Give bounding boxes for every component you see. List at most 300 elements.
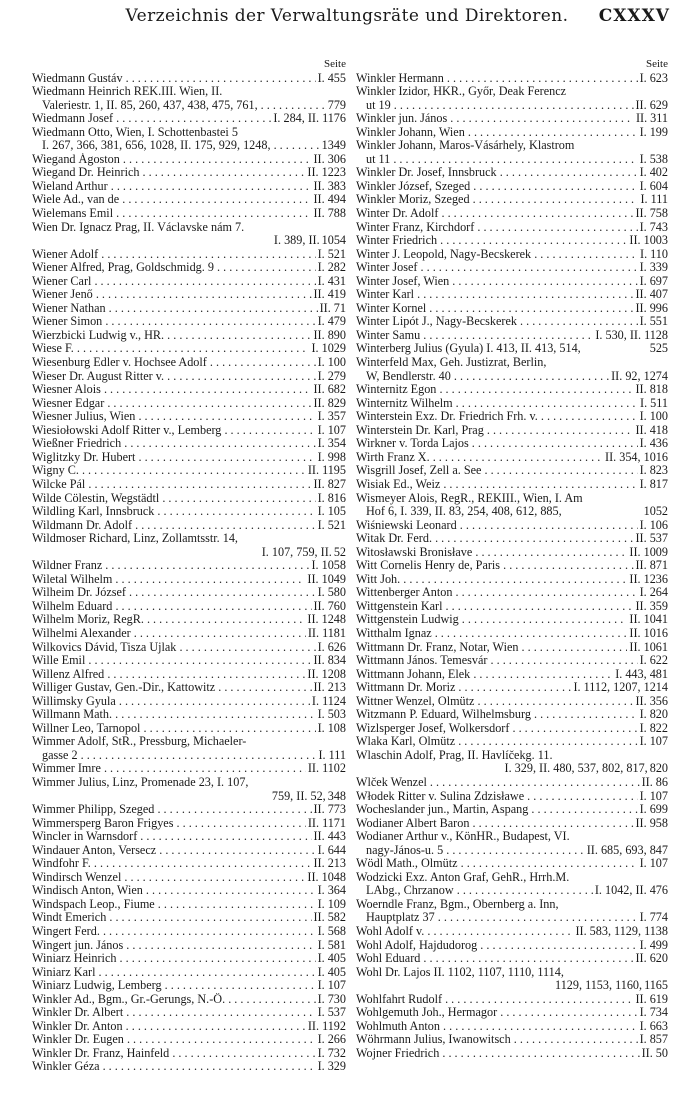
entry-name: Wizlsperger Josef, Wolkersdorf . . . — [356, 722, 638, 736]
entry-pages: II. 1195 — [307, 463, 346, 478]
entry-name: I. 267, 366, 381, 656, 1028, II. 175, 929, 1248, . . . — [32, 139, 320, 153]
index-entry — [356, 248, 668, 262]
index-entry — [356, 410, 668, 424]
entry-name: Wilhelm Eduard . . . — [32, 600, 312, 614]
index-entry — [32, 221, 346, 235]
index-entry — [32, 342, 346, 356]
index-entry — [32, 478, 346, 492]
index-entry — [356, 600, 668, 614]
entry-pages: II. 619 — [635, 991, 668, 1006]
entry-pages: I. 503 — [317, 707, 346, 722]
entry-name: Windt Emerich . . . — [32, 911, 312, 925]
entry-pages: I. 199 — [639, 124, 668, 139]
entry-pages: II. 419 — [313, 287, 346, 302]
entry-name: Wiesner Julius, Wien . . . — [32, 410, 316, 424]
entry-name: Wiener Jenő . . . — [32, 288, 312, 302]
entry-name: Winiarz Ludwig, Lemberg . . . — [32, 979, 316, 993]
entry-name: Wiegand Dr. Heinrich . . . — [32, 166, 305, 180]
entry-pages — [344, 776, 346, 790]
entry-pages: I. 530, II. 1128 — [595, 327, 668, 342]
entry-pages: I. 1058 — [311, 558, 346, 573]
index-entry — [356, 939, 668, 953]
entry-pages: II. 583, 1129, 1138 — [575, 924, 668, 938]
entry-pages — [666, 492, 668, 506]
index-entry — [32, 424, 346, 438]
entry-name: Wittgenstein Karl . . . — [356, 600, 634, 614]
entry-name: Wincler in Warnsdorf . . . — [32, 830, 312, 844]
entry-name: Wilhelmi Alexander . . . — [32, 627, 306, 641]
entry-name: Wimmer Philipp, Szeged . . . — [32, 803, 312, 817]
entry-pages: I. 521 — [317, 246, 346, 261]
entry-pages: II. 1208 — [307, 666, 346, 681]
index-entry — [356, 451, 668, 465]
entry-name: Wirkner v. Torda Lajos . . . — [356, 437, 638, 451]
entry-name: Wlček Wenzel . . . — [356, 776, 640, 790]
index-entry — [32, 641, 346, 655]
entry-pages: I. 431 — [317, 273, 346, 288]
entry-pages: II. 582 — [313, 910, 346, 925]
index-entry — [32, 275, 346, 289]
index-entry — [32, 153, 346, 167]
entry-name: 759, II. 52, — [271, 789, 326, 803]
index-entry — [356, 546, 668, 560]
entry-pages: II. 773 — [313, 802, 346, 817]
index-entry — [32, 1006, 346, 1020]
entry-pages: II. 494 — [313, 192, 346, 207]
entry-pages: I. 106 — [639, 517, 668, 532]
entry-name: Wohl Dr. Lajos II. 1102, 1107, 1110, 1114, — [356, 965, 564, 979]
entry-pages — [344, 735, 346, 749]
entry-name: Winter Kornel . . . — [356, 302, 634, 316]
entry-name: Wiesiołowski Adolf Ritter v., Lemberg . . . — [32, 424, 316, 438]
entry-name: Winkler Johann, Wien . . . — [356, 126, 638, 140]
entry-name: Wilkovics Dávid, Tisza Ujlak . . . — [32, 641, 316, 655]
index-entry — [356, 153, 668, 167]
index-entry — [356, 573, 668, 587]
entry-name: ut 11 . . . — [356, 153, 638, 167]
index-entry — [356, 193, 668, 207]
entry-name: Wittgenstein Ludwig . . . — [356, 613, 627, 627]
entry-pages: II. 407 — [635, 287, 668, 302]
index-entry — [32, 871, 346, 885]
entry-pages: II. 1003 — [629, 233, 668, 248]
entry-name: Wisiak Ed., Weiz . . . — [356, 478, 638, 492]
entry-name: Winkler Hermann . . . — [356, 72, 638, 86]
entry-name: Wohl Eduard . . . — [356, 952, 634, 966]
index-entry — [356, 993, 668, 1007]
entry-name: Winkler jun. János . . . — [356, 112, 634, 126]
index-entry — [356, 735, 668, 749]
entry-name: Winkler Dr. Josef, Innsbruck . . . — [356, 166, 638, 180]
entry-name: Wigny C. . . . — [32, 464, 306, 478]
entry-name: Wodianer Albert Baron . . . — [356, 817, 634, 831]
index-entry — [32, 99, 346, 113]
index-entry — [356, 234, 668, 248]
entry-pages: I. 663 — [639, 1018, 668, 1033]
entry-name: Wiegand Ágoston . . . — [32, 153, 312, 167]
index-entry — [32, 112, 346, 126]
entry-name: LAbg., Chrzanow . . . — [356, 884, 593, 898]
entry-name: Wilheim Dr. József . . . — [32, 586, 316, 600]
entry-name: Wimmer Imre . . . — [32, 762, 306, 776]
index-entry — [356, 85, 668, 99]
entry-pages: I. 109 — [317, 896, 346, 911]
entry-pages: II. 86 — [641, 774, 668, 789]
index-entry — [356, 302, 668, 316]
entry-pages: I. 1124 — [311, 693, 346, 708]
index-entry — [356, 708, 668, 722]
entry-name: Windirsch Wenzel . . . — [32, 871, 305, 885]
entry-pages: II. 685, 693, 847 — [586, 842, 668, 857]
index-entry — [32, 207, 346, 221]
entry-name: Wimmersperg Baron Frigyes . . . — [32, 817, 306, 831]
entry-pages — [666, 85, 668, 99]
index-entry — [356, 275, 668, 289]
entry-name: Willner Leo, Tarnopol . . . — [32, 722, 316, 736]
entry-name: Wohlfahrt Rudolf . . . — [356, 993, 634, 1007]
index-entry — [356, 180, 668, 194]
entry-pages: II. 760 — [313, 598, 346, 613]
entry-pages: I. 644 — [317, 842, 346, 857]
entry-pages: I. 284, II. 1176 — [273, 111, 346, 126]
entry-pages — [666, 139, 668, 153]
entry-name: Hauptplatz 37 . . . — [356, 911, 638, 925]
index-entry — [356, 261, 668, 275]
index-entry — [356, 790, 668, 804]
index-entry — [356, 559, 668, 573]
entry-pages: II. 890 — [313, 327, 346, 342]
entry-name: Włodek Ritter v. Sulina Zdzisławe . . . — [356, 790, 638, 804]
entry-name: Winter Dr. Adolf . . . — [356, 207, 634, 221]
index-entry — [356, 979, 668, 993]
index-entry — [32, 627, 346, 641]
entry-name: ut 19 . . . — [356, 99, 634, 113]
entry-pages: I. 364 — [317, 883, 346, 898]
index-entry — [32, 451, 346, 465]
entry-pages: I. 511 — [640, 395, 668, 410]
index-entry — [32, 559, 346, 573]
entry-name: Wiener Simon . . . — [32, 315, 316, 329]
entry-pages: I. 626 — [317, 639, 346, 654]
entry-pages: I. 1042, II. 476 — [594, 883, 668, 898]
entry-name: nagy-János-u. 5 . . . — [356, 844, 585, 858]
entry-pages: I. 357 — [317, 409, 346, 424]
entry-pages: I. 499 — [639, 937, 668, 952]
index-entry — [356, 221, 668, 235]
entry-pages: I. 108 — [317, 720, 346, 735]
index-entry — [32, 830, 346, 844]
entry-name: Wojner Friedrich . . . — [356, 1047, 640, 1061]
entry-pages: I. 998 — [317, 449, 346, 464]
entry-name: Wildmoser Richard, Linz, Zollamtsstr. 14, — [32, 532, 238, 546]
entry-name: Winkler Johann, Maros-Vásárhely, Klastrom — [356, 139, 575, 153]
entry-name: Witzmann P. Eduard, Wilhelmsburg . . . — [356, 708, 638, 722]
entry-name: Wien Dr. Ignacz Prag, II. Václavske nám 7. — [32, 220, 245, 234]
index-entry — [32, 681, 346, 695]
entry-pages: II. 829 — [313, 395, 346, 410]
entry-name: Winkler Dr. Eugen . . . — [32, 1033, 316, 1047]
entry-name: Winkler Géza . . . — [32, 1060, 316, 1074]
entry-name: Wittmann Dr. Franz, Notar, Wien . . . — [356, 641, 627, 655]
index-entry — [356, 668, 668, 682]
entry-pages: I. 105 — [317, 504, 346, 519]
index-entry — [32, 410, 346, 424]
index-entry — [356, 1033, 668, 1047]
index-entry — [356, 126, 668, 140]
entry-name: Wismeyer Alois, RegR., REKIII., Wien, I. Am — [356, 491, 583, 505]
entry-pages: I. 822 — [639, 720, 668, 735]
index-entry — [356, 288, 668, 302]
entry-name: Wilde Cölestin, Wegstädtl . . . — [32, 492, 316, 506]
index-entry — [356, 749, 668, 763]
entry-pages: I. 107 — [639, 734, 668, 749]
index-entry — [356, 1047, 668, 1061]
entry-name: Winter Josef, Wien . . . — [356, 275, 638, 289]
entry-name: Wiedmann Heinrich REK.III. Wien, II. — [32, 85, 223, 99]
index-entry — [356, 166, 668, 180]
index-entry — [32, 139, 346, 153]
entry-name: Wiesner Edgar . . . — [32, 397, 312, 411]
entry-pages: I. 455 — [317, 70, 346, 85]
index-entry — [32, 370, 346, 384]
entry-pages: I. 443, 481 — [615, 666, 668, 681]
index-entry — [32, 261, 346, 275]
entry-name: Wlaka Karl, Olmütz . . . — [356, 735, 638, 749]
entry-pages: I. 402 — [639, 165, 668, 180]
entry-name: Windspach Leop., Fiume . . . — [32, 898, 316, 912]
entry-pages: II. 311 — [635, 111, 668, 126]
index-entry — [32, 790, 346, 804]
entry-name: Wiele Ad., van de . . . — [32, 193, 312, 207]
index-entry — [356, 492, 668, 506]
entry-name: Witak Dr. Ferd. . . . — [356, 532, 634, 546]
seite-label: Seite — [324, 58, 346, 70]
index-entry — [356, 383, 668, 397]
index-entry — [32, 193, 346, 207]
index-entry — [32, 315, 346, 329]
index-entry — [356, 952, 668, 966]
entry-pages: II. 1192 — [307, 1018, 346, 1033]
entry-name: Wittmann János. Temesvár . . . — [356, 654, 638, 668]
index-entry — [356, 966, 668, 980]
entry-pages: I. 111 — [318, 747, 346, 762]
entry-name: Wielemans Emil . . . — [32, 207, 312, 221]
entry-pages: I. 282 — [317, 260, 346, 275]
index-entry — [356, 315, 668, 329]
entry-pages — [344, 221, 346, 235]
page-number: CXXXV — [598, 6, 670, 26]
index-entry — [356, 519, 668, 533]
index-entry — [32, 911, 346, 925]
index-entry — [356, 817, 668, 831]
index-entry — [356, 464, 668, 478]
entry-name: Witosławski Bronisłave . . . — [356, 546, 627, 560]
index-entry — [356, 397, 668, 411]
entry-name: Wohlmuth Anton . . . — [356, 1020, 638, 1034]
entry-pages: I. 521 — [317, 517, 346, 532]
index-entry — [32, 776, 346, 790]
entry-name: Wöhrmann Julius, Iwanowitsch . . . — [356, 1033, 638, 1047]
index-entry — [32, 505, 346, 519]
left-column — [32, 58, 346, 1074]
index-entry — [356, 478, 668, 492]
entry-pages: I. 405 — [317, 951, 346, 966]
entry-name: Windfohr F. . . . — [32, 857, 312, 871]
index-entry — [356, 871, 668, 885]
entry-pages: 1054 — [321, 233, 346, 248]
index-entry — [356, 139, 668, 153]
entry-pages — [666, 966, 668, 980]
index-entry — [32, 803, 346, 817]
page-header — [0, 6, 694, 32]
entry-name: Winkler Izidor, HKR., Győr, Deak Ferencz — [356, 85, 567, 99]
index-entry — [356, 762, 668, 776]
entry-name: Winter Josef . . . — [356, 261, 638, 275]
index-entry — [32, 668, 346, 682]
entry-name: Willimsky Gyula . . . — [32, 695, 310, 709]
entry-pages: II. 1009 — [629, 544, 668, 559]
entry-name: Wieland Arthur . . . — [32, 180, 312, 194]
index-entry — [356, 356, 668, 370]
index-entry — [356, 884, 668, 898]
index-entry — [32, 329, 346, 343]
entry-name: Wiener Carl . . . — [32, 275, 316, 289]
index-entry — [32, 613, 346, 627]
entry-pages: I. 107 — [317, 978, 346, 993]
entry-name: Wildling Karl, Innsbruck . . . — [32, 505, 316, 519]
entry-pages: 525 — [649, 341, 668, 356]
index-entry — [32, 857, 346, 871]
entry-name: Wimmer Julius, Linz, Promenade 23, I. 107, — [32, 775, 249, 789]
entry-name: Wiśniewski Leonard . . . — [356, 519, 638, 533]
index-entry — [356, 532, 668, 546]
entry-pages: II. 1048 — [307, 869, 346, 884]
index-entry — [356, 505, 668, 519]
entry-pages: I. 816 — [317, 490, 346, 505]
entry-name: Wierzbicki Ludwig v., HR. . . . — [32, 329, 312, 343]
entry-name: Winter Lipót J., Nagy-Becskerek . . . — [356, 315, 638, 329]
entry-pages: I. 699 — [639, 802, 668, 817]
entry-pages: I. 538 — [639, 151, 668, 166]
index-entry — [32, 586, 346, 600]
index-entry — [32, 898, 346, 912]
index-entry — [32, 1047, 346, 1061]
index-entry — [32, 952, 346, 966]
index-entry — [356, 1020, 668, 1034]
entry-pages: II. 788 — [313, 206, 346, 221]
index-entry — [32, 302, 346, 316]
index-entry — [32, 166, 346, 180]
entry-pages: II. 834 — [313, 653, 346, 668]
index-entry — [356, 641, 668, 655]
entry-name: Witt Cornelis Henry de, Paris . . . — [356, 559, 634, 573]
entry-name: Wiener Alfred, Prag, Goldschmidg. 9 . . . — [32, 261, 316, 275]
entry-pages — [344, 126, 346, 140]
entry-pages: II. 996 — [635, 300, 668, 315]
index-entry — [32, 288, 346, 302]
entry-name: Wlaschin Adolf, Prag, II. Havlíčekg. 11. — [356, 748, 553, 762]
index-entry — [32, 654, 346, 668]
index-entry — [32, 925, 346, 939]
index-entry — [356, 654, 668, 668]
entry-pages: II. 359 — [635, 598, 668, 613]
entry-name: Wocheslander jun., Martin, Aspang . . . — [356, 803, 638, 817]
entry-name: Winter Karl . . . — [356, 288, 634, 302]
entry-pages: I. 107 — [317, 422, 346, 437]
entry-pages: II. 418 — [635, 422, 668, 437]
entry-pages: II. 1049 — [307, 571, 346, 586]
index-entry — [32, 1020, 346, 1034]
entry-pages: II. 1248 — [307, 612, 346, 627]
index-entry — [32, 356, 346, 370]
index-entry — [32, 762, 346, 776]
entry-pages: I. 857 — [639, 1032, 668, 1047]
entry-pages: II. 1223 — [307, 165, 346, 180]
entry-pages: I. 100 — [317, 355, 346, 370]
entry-pages: I. 329 — [317, 1059, 346, 1074]
entry-pages: I. 580 — [317, 585, 346, 600]
entry-pages: II. 306 — [313, 151, 346, 166]
entry-pages: II. 1171 — [307, 815, 346, 830]
entry-name: Wittner Wenzel, Olmütz . . . — [356, 695, 634, 709]
index-entry — [32, 817, 346, 831]
index-entry — [32, 397, 346, 411]
entry-pages: I. 622 — [639, 653, 668, 668]
entry-pages: I. 774 — [639, 910, 668, 925]
entry-name: Wodzicki Exz. Anton Graf, GehR., Hrrh.M. — [356, 870, 570, 884]
entry-name: Winter Samu . . . — [356, 329, 593, 343]
index-entry — [356, 72, 668, 86]
entry-name: Wiener Nathan . . . — [32, 302, 318, 316]
index-entry — [32, 966, 346, 980]
entry-name: Wohlgemuth Joh., Hermagor . . . — [356, 1006, 638, 1020]
entry-pages: 348 — [327, 788, 346, 803]
entry-pages: II. 383 — [313, 178, 346, 193]
entry-pages: 1052 — [643, 504, 668, 519]
entry-name: Wiener Adolf . . . — [32, 248, 316, 262]
index-entry — [32, 546, 346, 560]
entry-pages: I. 111 — [640, 192, 668, 207]
entry-name: Winterstein Exz. Dr. Friedrich Frh. v. . . . — [356, 410, 638, 424]
entry-pages: I. 1112, 1207, 1214 — [573, 680, 668, 695]
index-entry — [356, 370, 668, 384]
index-entry — [356, 207, 668, 221]
entry-pages — [666, 871, 668, 885]
index-entry — [356, 695, 668, 709]
index-entry — [32, 708, 346, 722]
entry-name: I. 389, II. — [273, 234, 320, 248]
entry-name: Winkler Ad., Bgm., Gr.-Gerungs, N.-Ö. . . . — [32, 993, 316, 1007]
entry-name: Windauer Anton, Versecz . . . — [32, 844, 316, 858]
index-entry — [32, 844, 346, 858]
entry-name: Valeriestr. 1, II. 85, 260, 437, 438, 475, 761, . . . — [32, 99, 326, 113]
entry-pages: I. 405 — [317, 964, 346, 979]
entry-name: Wisgrill Josef, Zell a. See . . . — [356, 464, 638, 478]
entry-pages: II. 71 — [319, 300, 346, 315]
entry-name: I. 107, 759, II. — [261, 545, 332, 559]
entry-name: Wittmann Johann, Elek . . . — [356, 668, 613, 682]
entry-name: Windisch Anton, Wien . . . — [32, 884, 316, 898]
entry-pages — [666, 898, 668, 912]
index-entry — [356, 681, 668, 695]
entry-name: Winkler Moriz, Szeged . . . — [356, 193, 638, 207]
entry-pages: II. 1102 — [307, 761, 346, 776]
entry-pages: II. 682 — [313, 382, 346, 397]
entry-name: W, Bendlerstr. 40 . . . — [356, 370, 609, 384]
entry-pages: I. 604 — [639, 178, 668, 193]
entry-name: Wingert Ferd. . . . — [32, 925, 316, 939]
entry-name: Wirth Franz X. . . . — [356, 451, 603, 465]
